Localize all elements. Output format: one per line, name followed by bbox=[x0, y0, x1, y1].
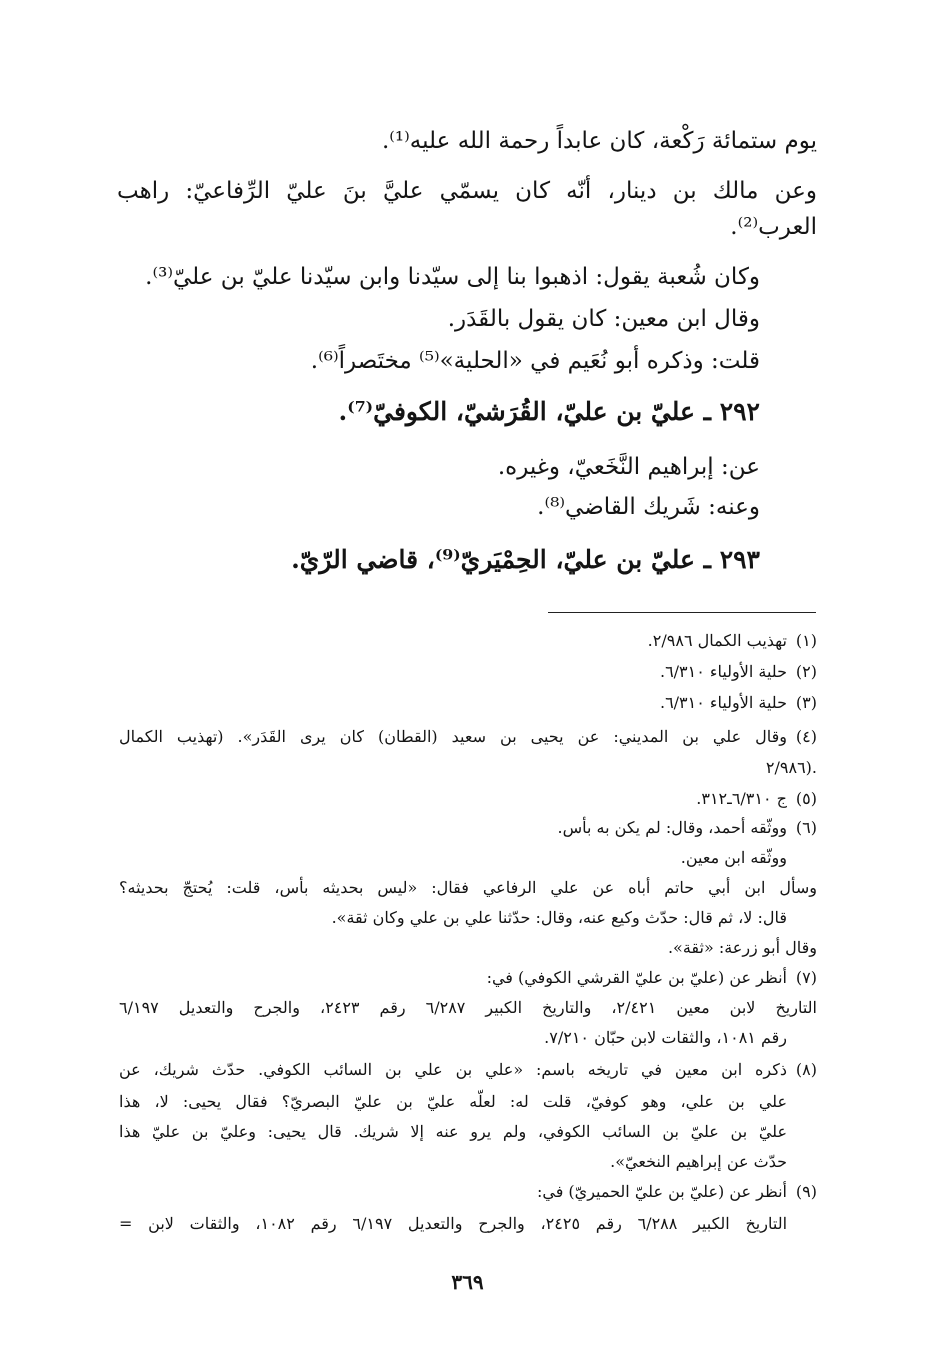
main-line-2: وعن مالك بن دينار، أنّه كان يسمّي عليَّ بنَ عليّ الرِّفاعيّ: راهب bbox=[117, 178, 817, 204]
footnote-number-4: (٤) bbox=[795, 727, 817, 746]
footnote-6-line-3: وسأل ابن أبي حاتم أباه عن علي الرفاعي فقال: «ليس بحديثه بأس، قلت: يُحتجّ بحديثه؟ bbox=[119, 878, 817, 897]
page-number: ٣٦٩ bbox=[451, 1270, 484, 1294]
main-line-5: وقال ابن معين: كان يقول بالقَدَر. bbox=[447, 306, 760, 332]
footnote-8-line-3: عليّ بن عليّ بن السائب الكوفي، ولم يرو عنه إلا شريك. قال يحيى: وعليّ بن عليّ هذا bbox=[119, 1122, 787, 1141]
footnote-8-line-4: حدّث عن إبراهيم النخعيّ». bbox=[610, 1152, 787, 1171]
footnote-9-line-1: أنظر عن (عليّ بن عليّ الحميريّ) في: bbox=[536, 1182, 787, 1201]
entry-293-heading: ٢٩٣ ـ عليّ بن عليّ، الحِمْيَريّ⁽⁹⁾، قاضي الرّيّ. bbox=[291, 545, 760, 574]
footnote-7-line-1: أنظر عن (عليّ بن عليّ القرشي الكوفي) في: bbox=[486, 968, 787, 987]
footnote-1: تهذيب الكمال ٢/٩٨٦. bbox=[647, 631, 787, 650]
footnote-3: حلية الأولياء ٦/٣١٠. bbox=[659, 693, 787, 712]
main-line-3: العرب⁽²⁾. bbox=[730, 214, 817, 240]
main-line-8: عن: إبراهيم النَّخَعيّ، وغيره. bbox=[497, 454, 760, 480]
footnote-6-line-2: ووثّقه ابن معين. bbox=[680, 848, 787, 867]
footnote-6-line-5: وقال أبو زرعة: «ثقة». bbox=[667, 938, 817, 957]
footnote-number-3: (٣) bbox=[795, 693, 817, 712]
footnote-6-line-1: ووثّقه أحمد، وقال: لم يكن به بأس. bbox=[557, 818, 787, 837]
footnote-7-line-3: رقم ١٠٨١، والثقات لابن حبّان ٧/٢١٠. bbox=[544, 1028, 787, 1047]
footnote-number-9: (٩) bbox=[795, 1182, 817, 1201]
footnote-number-2: (٢) bbox=[795, 662, 817, 681]
main-line-9: وعنه: شَريك القاضي⁽⁸⁾. bbox=[537, 494, 760, 520]
footnote-6-line-4: قال: لا، ثم قال: حدّث وكيع عنه، وقال: حدّثنا علي بن علي وكان ثقة». bbox=[331, 908, 787, 927]
footnote-8-line-1: ذكره ابن معين في تاريخه باسم: «علي بن علي بن السائب الكوفي. حدّث شريك، عن bbox=[119, 1060, 787, 1079]
footnote-number-5: (٥) bbox=[795, 789, 817, 808]
footnote-separator bbox=[548, 612, 816, 613]
main-line-6: قلت: وذكره أبو نُعَيم في «الحلية»⁽⁵⁾ مختَصراً⁽⁶⁾. bbox=[310, 348, 760, 374]
entry-292-heading: ٢٩٢ ـ عليّ بن عليّ، القُرَشيّ، الكوفيّ⁽⁷⁾. bbox=[338, 397, 760, 426]
footnote-7-line-2: التاريخ لابن معين ٢/٤٢١، والتاريخ الكبير ٦/٢٨٧ رقم ٢٤٢٣، والجرح والتعديل ٦/١٩٧ bbox=[119, 998, 818, 1017]
footnote-9-line-2: التاريخ الكبير ٦/٢٨٨ رقم ٢٤٢٥، والجرح والتعديل ٦/١٩٧ رقم ١٠٨٢، والثقات لابن = bbox=[119, 1214, 788, 1233]
footnote-5: ج ٦/٣١٠ـ٣١٢. bbox=[696, 789, 787, 808]
footnote-4-line-1: وقال علي بن المديني: عن يحيى بن سعيد (القطان) كان يرى القَدَر». (تهذيب الكمال bbox=[119, 727, 787, 746]
footnote-number-6: (٦) bbox=[795, 818, 817, 837]
footnote-4-line-2: ٢/٩٨٦). bbox=[765, 758, 817, 777]
main-line-4: وكان شُعبة يقول: اذهبوا بنا إلى سيّدنا وابن سيّدنا عليّ بن عليّ⁽³⁾. bbox=[145, 264, 760, 290]
footnote-2: حلية الأولياء ٦/٣١٠. bbox=[659, 662, 787, 681]
footnote-8-line-2: علي بن علي، وهو كوفيّ، قلت له: لعلّه عليّ بن عليّ البصريّ؟ فقال يحيى: لا، هذا bbox=[119, 1092, 787, 1111]
footnote-number-8: (٨) bbox=[795, 1060, 817, 1079]
main-line-1: يوم ستمائة رَكْعة، كان عابداً رحمة الله عليه⁽¹⁾. bbox=[381, 128, 817, 154]
footnote-number-7: (٧) bbox=[795, 968, 817, 987]
footnote-number-1: (١) bbox=[795, 631, 817, 650]
